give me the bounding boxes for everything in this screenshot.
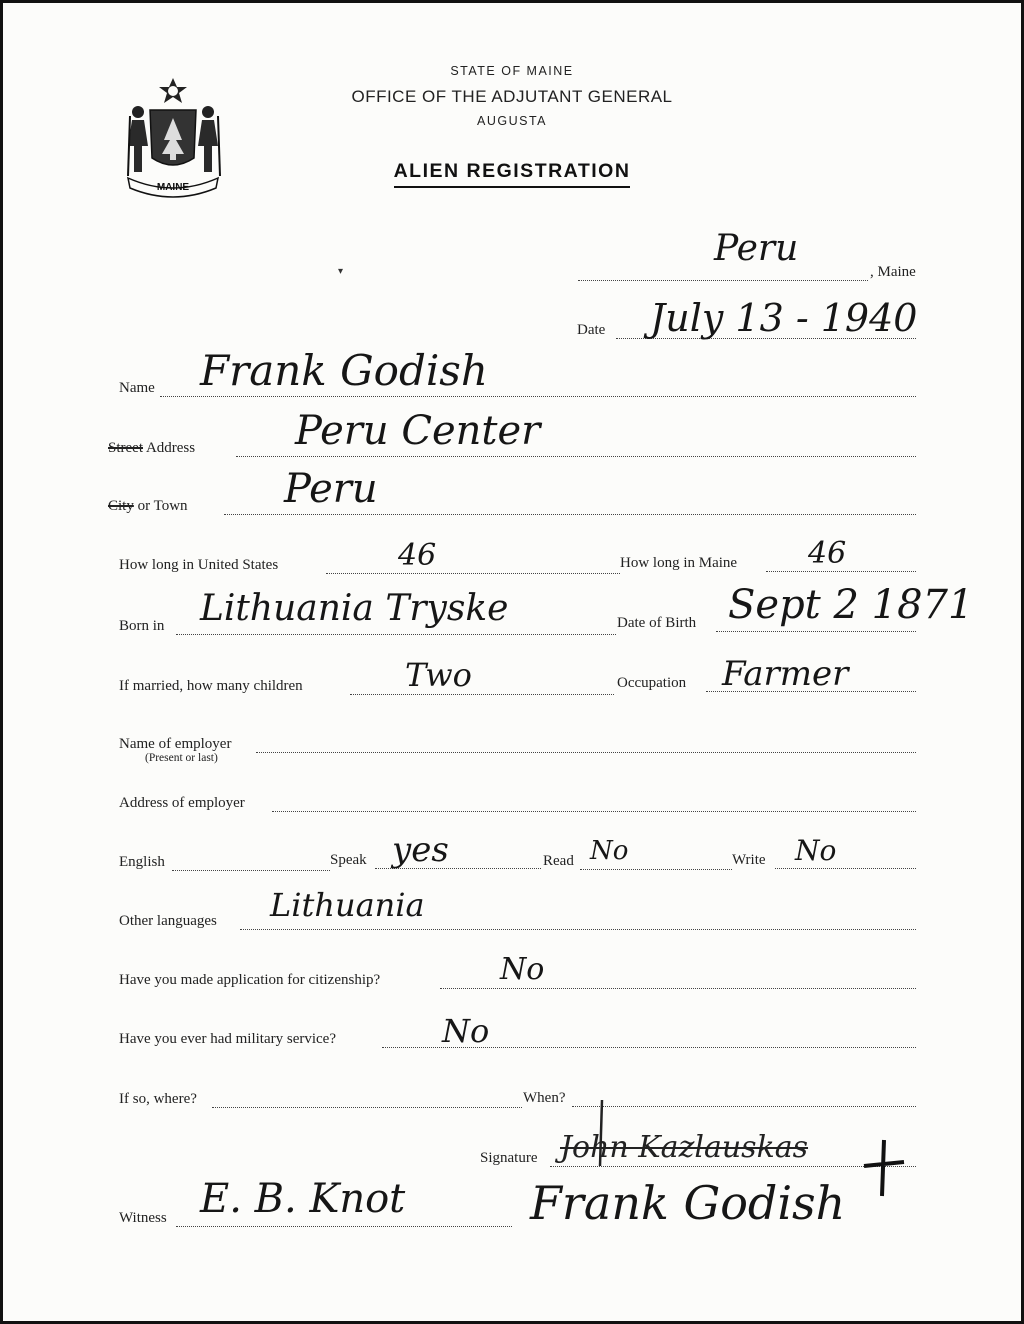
employer-note: (Present or last) — [145, 752, 218, 764]
employer-name-line — [256, 752, 916, 753]
born-in-label: Born in — [119, 618, 165, 634]
how-long-us-value: 46 — [398, 538, 437, 573]
name-value: Frank Godish — [200, 346, 488, 395]
other-languages-value: Lithuania — [270, 886, 425, 924]
write-value: No — [795, 834, 837, 867]
header-state: STATE OF MAINE — [450, 64, 574, 78]
place-line — [578, 280, 868, 281]
read-line — [580, 869, 732, 870]
name-line — [160, 396, 916, 397]
if-so-where-label: If so, where? — [119, 1091, 197, 1107]
town-label: City or Town — [108, 498, 188, 514]
write-line — [775, 868, 916, 869]
address-line — [236, 456, 916, 457]
speak-value: yes — [392, 830, 449, 870]
witness-label: Witness — [119, 1210, 167, 1226]
date-of-birth-line — [716, 631, 916, 632]
english-label: English — [119, 854, 165, 870]
header-city: AUGUSTA — [477, 114, 547, 128]
read-value: No — [590, 836, 629, 866]
occupation-label: Occupation — [617, 675, 687, 691]
signature-value: Frank Godish — [530, 1176, 846, 1230]
employer-address-line — [272, 811, 916, 812]
town-value: Peru — [284, 466, 378, 512]
when-label: When? — [523, 1090, 566, 1106]
born-in-line — [176, 634, 616, 635]
write-label: Write — [732, 852, 766, 868]
children-line — [350, 694, 614, 695]
how-long-maine-line — [766, 571, 916, 572]
where-line — [212, 1107, 522, 1108]
occupation-value: Farmer — [722, 654, 849, 694]
english-line — [172, 870, 330, 871]
children-value: Two — [405, 656, 472, 694]
maine-label: , Maine — [870, 264, 916, 280]
how-long-maine-label: How long in Maine — [620, 555, 738, 571]
military-label: Have you ever had military service? — [119, 1031, 336, 1047]
place-value: Peru — [714, 228, 799, 269]
citizenship-value: No — [500, 952, 545, 987]
town-line — [224, 514, 916, 515]
witness-line — [176, 1226, 512, 1227]
date-of-birth-label: Date of Birth — [617, 615, 697, 631]
date-value: July 13 - 1940 — [650, 296, 918, 340]
header-office: OFFICE OF THE ADJUTANT GENERAL — [351, 87, 673, 106]
how-long-us-line — [326, 573, 620, 574]
employer-address-label: Address of employer — [119, 795, 245, 811]
date-label: Date — [577, 322, 606, 338]
witness-value: E. B. Knot — [200, 1176, 406, 1222]
address-label: Street Address — [108, 440, 196, 456]
citizenship-label: Have you made application for citizenship? — [119, 972, 381, 988]
read-label: Read — [543, 853, 574, 869]
signature-x-mark — [862, 1138, 906, 1198]
how-long-maine-value: 46 — [808, 536, 847, 571]
signature-label: Signature — [480, 1150, 538, 1166]
children-label: If married, how many children — [119, 678, 303, 694]
citizenship-line — [440, 988, 916, 989]
name-label: Name — [119, 380, 155, 396]
svg-text:MAINE: MAINE — [156, 182, 190, 193]
employer-name-label: Name of employer — [119, 736, 232, 752]
form-title: ALIEN REGISTRATION — [0, 160, 1024, 183]
speak-label: Speak — [330, 852, 367, 868]
other-languages-line — [240, 929, 916, 930]
signature-struck-value: John Kazlauskas — [560, 1130, 809, 1165]
born-in-value: Lithuania Tryske — [200, 588, 509, 629]
stray-mark: ▾ — [338, 266, 344, 277]
address-value: Peru Center — [295, 408, 541, 454]
signature-cross-mark — [582, 1098, 622, 1168]
when-line — [572, 1106, 916, 1107]
how-long-us-label: How long in United States — [119, 557, 279, 573]
military-value: No — [442, 1012, 490, 1050]
other-languages-label: Other languages — [119, 913, 217, 929]
date-of-birth-value: Sept 2 1871 — [728, 582, 974, 628]
